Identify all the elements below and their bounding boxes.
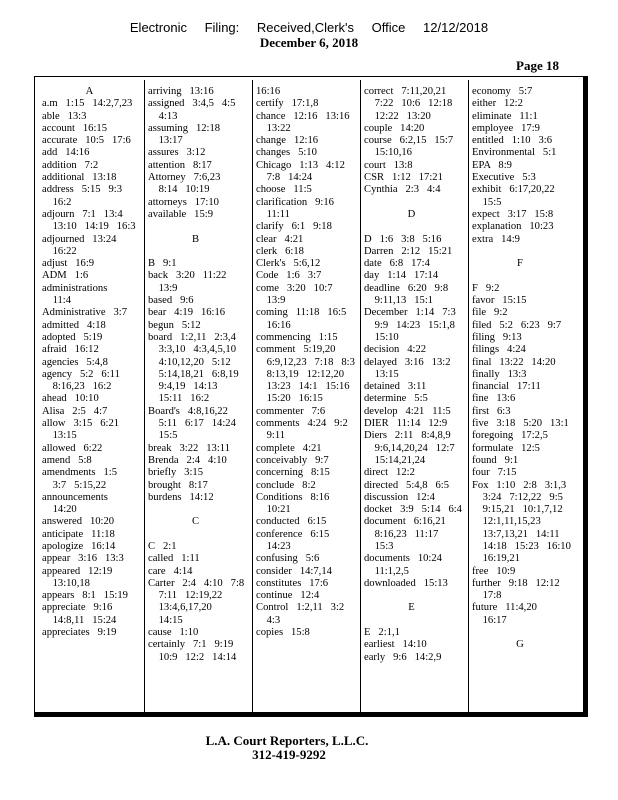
section-letter: E <box>408 602 415 614</box>
index-entry: a.m 1:15 14:2,7,23 <box>42 98 133 110</box>
index-entry: additional 13:18 <box>42 172 117 184</box>
index-entry: EPA 8:9 <box>472 159 512 171</box>
index-entry: 13:9 <box>256 295 286 307</box>
index-column-5 <box>472 86 571 652</box>
index-entry: confusing 5:6 <box>256 553 320 565</box>
index-entry: announcements <box>42 491 108 503</box>
index-entry: 13:4,6,17,20 <box>148 602 212 614</box>
index-entry: Carter 2:4 4:10 7:8 <box>148 577 245 589</box>
column-divider <box>144 80 145 714</box>
index-entry: commencing 1:15 <box>256 331 338 343</box>
index-entry: 13:10,18 <box>42 577 90 589</box>
index-entry: document 6:16,21 <box>364 516 446 528</box>
index-entry: choose 11:5 <box>256 184 312 196</box>
index-entry: ADM 1:6 <box>42 270 89 282</box>
index-entry: Clerk's 5:6,12 <box>256 258 321 270</box>
index-entry: 8:14 10:19 <box>148 184 210 196</box>
index-entry: afraid 16:12 <box>42 344 99 356</box>
index-entry: December 1:14 7:3 <box>364 307 456 319</box>
index-entry: E 2:1,1 <box>364 627 400 639</box>
index-entry: filings 4:24 <box>472 344 526 356</box>
index-entry: concerning 8:15 <box>256 467 330 479</box>
index-entry: Diers 2:11 8:4,8,9 <box>364 430 451 442</box>
index-entry: care 4:14 <box>148 565 193 577</box>
filing-stamp-word: Office <box>371 20 406 35</box>
index-entry: 13:15 <box>42 430 77 442</box>
column-divider <box>360 80 361 714</box>
index-entry: agency 5:2 6:11 <box>42 368 120 380</box>
index-entry: direct 12:2 <box>364 467 415 479</box>
index-entry: foregoing 17:2,5 <box>472 430 548 442</box>
index-entry: 14:15 <box>148 614 183 626</box>
index-entry: entitled 1:10 3:6 <box>472 135 553 147</box>
index-entry: 4:3 <box>256 614 281 626</box>
spacer <box>472 270 568 282</box>
index-entry: 8:16,23 11:17 <box>364 528 439 540</box>
index-entry: commenter 7:6 <box>256 405 326 417</box>
index-entry: employee 17:9 <box>472 122 540 134</box>
index-entry: called 1:11 <box>148 553 200 565</box>
index-entry: 13:22 <box>256 122 291 134</box>
index-entry: bear 4:19 16:16 <box>148 307 226 319</box>
index-entry: 13:17 <box>148 135 183 147</box>
index-entry: Executive 5:3 <box>472 172 536 184</box>
spacer <box>148 221 243 233</box>
index-entry: assuming 12:18 <box>148 122 221 134</box>
index-entry: constitutes 17:6 <box>256 577 329 589</box>
index-entry: detained 3:11 <box>364 381 427 393</box>
index-entry: addition 7:2 <box>42 159 99 171</box>
index-entry: earliest 14:10 <box>364 639 427 651</box>
index-entry: five 3:18 5:20 13:1 <box>472 418 569 430</box>
index-entry: 7:11 12:19,22 <box>148 590 223 602</box>
index-entry: ahead 10:10 <box>42 393 99 405</box>
index-entry: 15:11 16:2 <box>148 393 210 405</box>
index-entry: 15:3 <box>364 540 394 552</box>
index-entry: comment 5:19,20 <box>256 344 336 356</box>
index-entry: 16:16 <box>256 86 281 97</box>
index-entry: conducted 6:15 <box>256 516 327 528</box>
index-entry: continue 12:4 <box>256 590 320 602</box>
spacer <box>364 590 459 602</box>
index-entry: comments 4:24 9:2 <box>256 418 348 430</box>
index-entry: court 13:8 <box>364 159 413 171</box>
index-entry: found 9:1 <box>472 454 519 466</box>
index-entry: filing 9:13 <box>472 331 522 343</box>
index-entry: explanation 10:23 <box>472 221 554 233</box>
index-entry: appear 3:16 13:3 <box>42 553 124 565</box>
section-letter: B <box>191 233 200 245</box>
index-entry: address 5:15 9:3 <box>42 184 123 196</box>
index-entry: free 10:9 <box>472 565 516 577</box>
index-entry: F 9:2 <box>472 282 500 294</box>
index-entry: 13:10 14:19 16:3 <box>42 221 136 233</box>
index-entry: account 16:15 <box>42 122 108 134</box>
index-entry: date 6:8 17:4 <box>364 258 430 270</box>
index-entry: conceivably 9:7 <box>256 454 329 466</box>
index-entry: eliminate 11:1 <box>472 110 538 122</box>
index-entry: formulate 12:5 <box>472 442 540 454</box>
reporter-phone: 312-419-9292 <box>252 747 326 762</box>
index-entry: 9:11 <box>256 430 286 442</box>
index-entry: Fox 1:10 2:8 3:1,3 <box>472 479 567 491</box>
index-entry: 15:10,16 <box>364 147 412 159</box>
index-column-4 <box>364 86 462 664</box>
index-entry: amendments 1:5 <box>42 467 118 479</box>
spacer <box>148 529 243 541</box>
spacer <box>364 615 459 627</box>
index-entry: 9:11,13 15:1 <box>364 295 434 307</box>
page-number: Page 18 <box>516 58 559 73</box>
index-entry: 11:1,2,5 <box>364 565 409 577</box>
index-entry: 16:16 <box>256 319 291 331</box>
index-entry: appreciates 9:19 <box>42 627 117 639</box>
filing-stamp-word: Filing: <box>204 20 240 35</box>
index-entry: Darren 2:12 15:21 <box>364 245 453 257</box>
index-entry: adjourned 13:24 <box>42 233 117 245</box>
index-column-2 <box>148 86 243 664</box>
index-entry: adjourn 7:1 13:4 <box>42 208 123 220</box>
index-entry: 13:7,13,21 14:11 <box>472 528 560 540</box>
index-entry: D 1:6 3:8 5:16 <box>364 233 442 245</box>
index-entry: briefly 3:15 <box>148 467 204 479</box>
index-entry: CSR 1:12 17:21 <box>364 172 443 184</box>
index-entry: changes 5:10 <box>256 147 317 159</box>
index-entry: 15:14,21,24 <box>364 454 426 466</box>
index-entry: fine 13:6 <box>472 393 516 405</box>
index-entry: Code 1:6 3:7 <box>256 270 322 282</box>
index-entry: 10:9 12:2 14:14 <box>148 651 237 663</box>
index-entry: early 9:6 14:2,9 <box>364 651 442 663</box>
index-entry: 9:9 14:23 15:1,8 <box>364 319 455 331</box>
index-entry: conclude 8:2 <box>256 479 316 491</box>
index-entry: 14:18 15:23 16:10 <box>472 540 571 552</box>
index-entry: DIER 11:14 12:9 <box>364 418 448 430</box>
index-entry: finally 13:3 <box>472 368 527 380</box>
index-entry: 8:16,23 16:2 <box>42 381 112 393</box>
index-entry: able 13:3 <box>42 110 87 122</box>
index-entry: downloaded 15:13 <box>364 577 448 589</box>
filing-stamp-word: Electronic <box>129 20 187 35</box>
index-entry: Brenda 2:4 4:10 <box>148 454 227 466</box>
index-entry: 16:17 <box>472 614 507 626</box>
index-entry: burdens 14:12 <box>148 491 214 503</box>
index-entry: 3:3,10 4:3,4,5,10 <box>148 344 236 356</box>
index-entry: conference 6:15 <box>256 528 330 540</box>
index-entry: 11:11 <box>256 208 290 220</box>
section-letter: F <box>517 258 523 270</box>
index-entry: apologize 16:14 <box>42 540 116 552</box>
index-entry: clear 4:21 <box>256 233 304 245</box>
spacer <box>472 246 568 258</box>
index-entry: assures 3:12 <box>148 147 206 159</box>
index-entry: C 2:1 <box>148 540 177 552</box>
index-entry: Attorney 7:6,23 <box>148 172 221 184</box>
index-entry: 11:4 <box>42 295 72 307</box>
index-entry: consider 14:7,14 <box>256 565 332 577</box>
index-entry: clerk 6:18 <box>256 245 304 257</box>
index-entry: 5:11 6:17 14:24 <box>148 418 236 430</box>
index-entry: accurate 10:5 17:6 <box>42 135 131 147</box>
index-entry: decision 4:22 <box>364 344 427 356</box>
index-entry: 6:9,12,23 7:18 8:3 <box>256 356 355 368</box>
page-header <box>0 20 618 51</box>
index-entry: 9:6,14,20,24 12:7 <box>364 442 455 454</box>
index-column-3 <box>256 86 355 639</box>
index-entry: delayed 3:16 13:2 <box>364 356 451 368</box>
index-entry: 7:8 14:24 <box>256 172 313 184</box>
index-entry: certify 17:1,8 <box>256 98 319 110</box>
index-entry: B 9:1 <box>148 258 177 270</box>
index-entry: change 12:16 <box>256 135 319 147</box>
section-letter: D <box>407 208 416 220</box>
index-entry: assigned 3:4,5 4:5 <box>148 98 236 110</box>
index-entry: attention 8:17 <box>148 159 212 171</box>
section-letter: C <box>191 516 200 528</box>
index-entry: 7:22 10:6 12:18 <box>364 98 453 110</box>
index-entry: file 9:2 <box>472 307 508 319</box>
index-entry: 4:13 <box>148 110 178 122</box>
index-entry: brought 8:17 <box>148 479 208 491</box>
index-entry: 12:22 13:20 <box>364 110 431 122</box>
section-letter: A <box>85 86 94 97</box>
index-entry: final 13:22 14:20 <box>472 356 556 368</box>
index-entry: 16:19,21 <box>472 553 520 565</box>
index-entry: admitted 4:18 <box>42 319 106 331</box>
index-entry: day 1:14 17:14 <box>364 270 439 282</box>
index-entry: Administrative 3:7 <box>42 307 128 319</box>
index-entry: board 1:2,11 2:3,4 <box>148 331 236 343</box>
index-entry: chance 12:16 13:16 <box>256 110 350 122</box>
index-entry: 15:10 <box>364 331 399 343</box>
index-entry: 17:8 <box>472 590 502 602</box>
spacer <box>472 627 568 639</box>
index-entry: either 12:2 <box>472 98 523 110</box>
index-entry: Cynthia 2:3 4:4 <box>364 184 441 196</box>
index-entry: Alisa 2:5 4:7 <box>42 405 108 417</box>
index-entry: exhibit 6:17,20,22 <box>472 184 555 196</box>
index-entry: 9:4,19 14:13 <box>148 381 218 393</box>
index-entry: 13:9 <box>148 282 178 294</box>
index-entry: answered 10:20 <box>42 516 115 528</box>
section-letter: G <box>516 639 524 651</box>
index-entry: four 7:15 <box>472 467 517 479</box>
index-entry: 10:21 <box>256 504 291 516</box>
spacer <box>148 504 243 516</box>
index-entry: appeared 12:19 <box>42 565 113 577</box>
index-entry: adjust 16:9 <box>42 258 95 270</box>
index-entry: deadline 6:20 9:8 <box>364 282 449 294</box>
index-entry: agencies 5:4,8 <box>42 356 108 368</box>
index-entry: 16:2 <box>42 196 72 208</box>
index-entry: directed 5:4,8 6:5 <box>364 479 450 491</box>
index-entry: amend 5:8 <box>42 454 92 466</box>
index-entry: Chicago 1:13 4:12 <box>256 159 345 171</box>
index-entry: expect 3:17 15:8 <box>472 208 554 220</box>
index-entry: extra 14:9 <box>472 233 520 245</box>
index-entry: administrations <box>42 282 108 294</box>
index-entry: couple 14:20 <box>364 122 425 134</box>
index-entry: Conditions 8:16 <box>256 491 330 503</box>
index-entry: further 9:18 12:12 <box>472 577 560 589</box>
spacer <box>364 197 459 209</box>
index-entry: develop 4:21 11:5 <box>364 405 451 417</box>
index-entry: course 6:2,15 15:7 <box>364 135 454 147</box>
index-entry: 12:1,11,15,23 <box>472 516 541 528</box>
index-entry: discussion 12:4 <box>364 491 435 503</box>
reporter-name: L.A. Court Reporters, L.L.C. <box>205 733 369 748</box>
index-entry: financial 17:11 <box>472 381 541 393</box>
spacer <box>364 221 459 233</box>
index-entry: economy 5:7 <box>472 86 533 97</box>
index-entry: 14:23 <box>256 540 291 552</box>
index-entry: coming 11:18 16:5 <box>256 307 347 319</box>
index-entry: favor 15:15 <box>472 295 527 307</box>
index-entry: appreciate 9:16 <box>42 602 113 614</box>
index-entry: come 3:20 10:7 <box>256 282 333 294</box>
index-entry: 9:15,21 10:1,7,12 <box>472 504 563 516</box>
column-divider <box>252 80 253 714</box>
index-entry: Environmental 5:1 <box>472 147 557 159</box>
index-entry: 8:13,19 12:12,20 <box>256 368 344 380</box>
index-entry: first 6:3 <box>472 405 511 417</box>
index-entry: appears 8:1 15:19 <box>42 590 128 602</box>
index-entry: determine 5:5 <box>364 393 428 405</box>
index-entry: adopted 5:19 <box>42 331 103 343</box>
index-entry: 4:10,12,20 5:12 <box>148 356 231 368</box>
index-entry: allowed 6:22 <box>42 442 103 454</box>
index-entry: future 11:4,20 <box>472 602 537 614</box>
index-entry: available 15:9 <box>148 208 214 220</box>
spacer <box>148 246 243 258</box>
filing-stamp-word: Received,Clerk's <box>256 20 355 35</box>
index-entry: 13:23 14:1 15:16 <box>256 381 350 393</box>
index-entry: break 3:22 13:11 <box>148 442 230 454</box>
index-column-1 <box>42 86 137 639</box>
index-entry: clarification 9:16 <box>256 196 334 208</box>
index-entry: cause 1:10 <box>148 627 199 639</box>
index-entry: allow 3:15 6:21 <box>42 418 120 430</box>
index-entry: 15:5 <box>148 430 178 442</box>
index-entry: filed 5:2 6:23 9:7 <box>472 319 562 331</box>
index-entry: clarify 6:1 9:18 <box>256 221 332 233</box>
index-entry: 14:20 <box>42 504 77 516</box>
hearing-date: December 6, 2018 <box>259 35 359 50</box>
index-entry: docket 3:9 5:14 6:4 <box>364 504 462 516</box>
filing-stamp <box>0 20 618 35</box>
index-entry: add 14:16 <box>42 147 90 159</box>
column-divider <box>468 80 469 714</box>
index-entry: complete 4:21 <box>256 442 322 454</box>
index-entry: 3:7 5:15,22 <box>42 479 107 491</box>
page-footer <box>0 734 618 762</box>
index-entry: correct 7:11,20,21 <box>364 86 447 97</box>
index-entry: back 3:20 11:22 <box>148 270 227 282</box>
index-entry: anticipate 11:18 <box>42 528 115 540</box>
index-entry: documents 10:24 <box>364 553 442 565</box>
index-entry: 15:20 16:15 <box>256 393 323 405</box>
index-entry: Control 1:2,11 3:2 <box>256 602 345 614</box>
index-entry: 16:22 <box>42 245 77 257</box>
index-entry: 3:24 7:12,22 9:5 <box>472 491 563 503</box>
index-entry: copies 15:8 <box>256 627 310 639</box>
index-entry: 5:14,18,21 6:8,19 <box>148 368 239 380</box>
filing-stamp-word: 12/12/2018 <box>423 20 489 35</box>
index-entry: attorneys 17:10 <box>148 196 219 208</box>
index-entry: Board's 4:8,16,22 <box>148 405 228 417</box>
index-entry: based 9:6 <box>148 295 194 307</box>
index-entry: 15:5 <box>472 196 502 208</box>
index-entry: certainly 7:1 9:19 <box>148 639 234 651</box>
index-entry: arriving 13:16 <box>148 86 214 97</box>
index-entry: 14:8,11 15:24 <box>42 614 117 626</box>
index-entry: begun 5:12 <box>148 319 201 331</box>
index-entry: 13:15 <box>364 368 399 380</box>
